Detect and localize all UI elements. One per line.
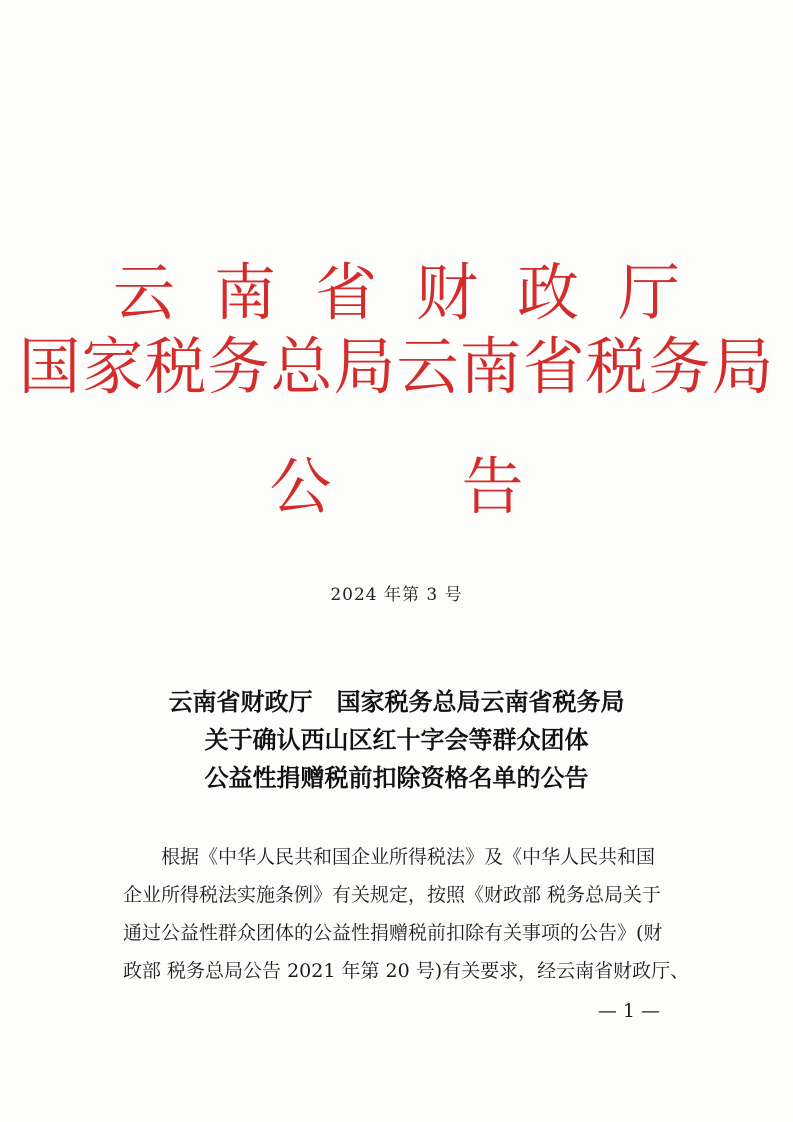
body-line-1: 根据《中华人民共和国企业所得税法》及《中华人民共和国: [123, 846, 656, 868]
page-number: — 1 —: [597, 1000, 660, 1022]
announcement-title: [0, 683, 793, 797]
body-line-4: 政部 税务总局公告 2021 年第 20 号)有关要求，经云南省财政厅、: [123, 960, 690, 982]
body-line-2: 企业所得税法实施条例》有关规定，按照《财政部 税务总局关于: [123, 884, 662, 906]
body-paragraph: [123, 838, 690, 990]
document-number: 2024 年第 3 号: [330, 585, 463, 605]
document-type-heading: 公告: [269, 450, 654, 523]
title-line-2: 关于确认西山区红十字会等群众团体: [204, 726, 589, 754]
body-line-3: 通过公益性群众团体的公益性捐赠税前扣除有关事项的公告》(财: [123, 922, 663, 944]
title-line-3: 公益性捐赠税前扣除资格名单的公告: [204, 764, 589, 792]
issuer-finance-department: 云南省财政厅: [112, 256, 719, 329]
issuer-tax-bureau: 国家税务总局云南省税务局: [18, 330, 775, 403]
title-line-1: 云南省财政厅 国家税务总局云南省税务局: [168, 688, 625, 716]
